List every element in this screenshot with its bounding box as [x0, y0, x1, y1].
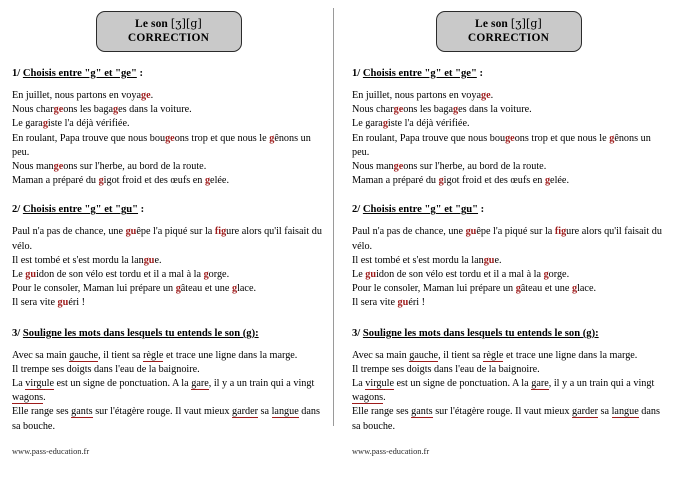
sentence-text: Elle range ses	[352, 406, 412, 418]
sentence-text: Le gara	[12, 118, 43, 130]
sentence-text: ure alors qu'il faisait du vélo.	[12, 226, 322, 252]
highlighted-grapheme: gu	[483, 254, 495, 266]
highlighted-grapheme: gu	[57, 297, 69, 309]
sentence-text: lace.	[237, 283, 257, 295]
sentence-text: Nous char	[352, 104, 394, 116]
highlighted-grapheme: g	[269, 132, 275, 144]
sentence-text: ons les baga	[63, 104, 114, 116]
sentence-text: dans sa bouche.	[12, 406, 320, 432]
title-sound-line	[441, 17, 577, 31]
section-body	[12, 89, 325, 188]
underlined-word: wagons	[352, 392, 384, 404]
title-prefix: Le son	[475, 18, 511, 30]
sentence-line	[352, 363, 665, 377]
section-heading-text: Choisis entre "g" et "ge"	[362, 68, 477, 80]
highlighted-grapheme: g	[42, 118, 48, 130]
sentence-text: iste l'a déjà vérifiée.	[387, 118, 470, 130]
sentence-text: orge.	[548, 269, 570, 281]
sentence-line	[12, 132, 325, 160]
underlined-word: virgule	[25, 378, 54, 390]
section-heading-text: Choisis entre "g" et "gu"	[22, 204, 139, 216]
column-right	[340, 0, 673, 480]
underlined-word: règle	[483, 349, 504, 361]
sentence-line	[12, 405, 325, 433]
section-heading	[12, 328, 325, 339]
section-number: 3/	[12, 327, 23, 339]
sentence-text: orge.	[208, 269, 230, 281]
sentence-line	[352, 132, 665, 160]
sentence-text: Il trempe ses doigts dans l'eau de la baignoire.	[352, 363, 540, 375]
highlighted-grapheme: g	[571, 283, 578, 295]
section-heading	[352, 68, 665, 79]
sentence-line	[352, 268, 665, 282]
sentence-text: et trace une ligne dans la marge.	[503, 349, 638, 361]
sentence-text: .	[150, 90, 154, 102]
section-body	[352, 89, 665, 188]
highlighted-grapheme: ge	[53, 104, 64, 116]
sentence-text: Paul n'a pas de chance, une	[352, 226, 466, 238]
highlighted-grapheme: ge	[505, 132, 515, 144]
sentence-line	[352, 405, 665, 433]
highlighted-grapheme: g	[203, 269, 209, 281]
section-heading-suffix: :	[136, 68, 144, 80]
sentence-text: Le	[12, 269, 26, 281]
sentence-text: Nous man	[12, 161, 54, 173]
sentence-text: Nous char	[12, 104, 54, 116]
sentence-text: Il est tombé et s'est mordu la lan	[352, 254, 484, 266]
sentence-text: En juillet, nous partons en voya	[12, 90, 142, 102]
sentence-line	[12, 117, 325, 131]
sentence-text: e.	[154, 254, 162, 266]
sentence-line	[12, 89, 325, 103]
sentence-text: Maman a préparé du	[352, 175, 439, 187]
highlighted-grapheme: g	[453, 104, 459, 116]
sentence-text: , il tient sa	[438, 349, 484, 361]
sentence-line	[12, 377, 325, 405]
sentence-line	[352, 349, 665, 363]
section-body	[352, 349, 665, 434]
underlined-word: wagons	[12, 392, 44, 404]
highlighted-grapheme: ge	[53, 161, 64, 173]
section-number: 1/	[352, 68, 363, 80]
sentence-text: ons sur l'herbe, au bord de la route.	[63, 161, 207, 173]
highlighted-grapheme: ge	[141, 90, 151, 102]
highlighted-grapheme: gu	[397, 297, 409, 309]
sentence-text: et trace une ligne dans la marge.	[163, 349, 298, 361]
sentence-text: Nous man	[352, 161, 394, 173]
sentence-text: .	[43, 392, 46, 404]
sentence-line	[12, 103, 325, 117]
sentence-text: La	[352, 378, 366, 390]
sentence-text: es dans la voiture.	[118, 104, 192, 116]
section-heading-text: Souligne les mots dans lesquels tu entends le son (g):	[362, 327, 599, 339]
underlined-word: gauche	[69, 349, 99, 361]
sentence-line	[12, 254, 325, 268]
sentence-line	[12, 349, 325, 363]
column-left	[0, 0, 333, 480]
title-correction-line: CORRECTION	[467, 32, 550, 45]
sentence-text: Elle range ses	[12, 406, 72, 418]
highlighted-grapheme: g	[98, 175, 104, 187]
sentence-text: âteau et une	[180, 283, 232, 295]
sentence-line	[352, 282, 665, 296]
column-divider	[333, 8, 334, 426]
section-heading-text: Choisis entre "g" et "gu"	[362, 204, 479, 216]
sentence-text: êpe l'a piqué sur la	[136, 226, 215, 238]
underlined-word: gants	[411, 406, 433, 418]
sentence-text: ons sur l'herbe, au bord de la route.	[403, 161, 547, 173]
sentence-text: Il est tombé et s'est mordu la lan	[12, 254, 144, 266]
highlighted-grapheme: fig	[214, 226, 227, 238]
title-prefix: Le son	[135, 18, 171, 30]
section-heading-text: Choisis entre "g" et "ge"	[22, 68, 137, 80]
sentence-line	[12, 225, 325, 253]
exercise-section	[12, 328, 325, 434]
section-heading	[12, 204, 325, 215]
exercise-section	[12, 68, 325, 188]
sentence-text: , il y a un train qui a vingt	[208, 378, 315, 390]
sentence-line	[12, 363, 325, 377]
sentence-text: ons les baga	[403, 104, 454, 116]
section-body	[352, 225, 665, 310]
sentence-line	[12, 268, 325, 282]
sentence-text: ons trop et que nous le	[174, 132, 270, 144]
sentence-text: e.	[494, 254, 502, 266]
sentence-text: Pour le consoler, Maman lui prépare un	[12, 283, 176, 295]
highlighted-grapheme: g	[438, 175, 444, 187]
sentence-text: Avec sa main	[12, 349, 70, 361]
sentence-text: , il y a un train qui a vingt	[548, 378, 655, 390]
exercise-section	[12, 204, 325, 310]
sentence-text: Il sera vite	[12, 297, 58, 309]
sentence-line	[12, 296, 325, 310]
sentence-line	[352, 103, 665, 117]
sentence-text: igot froid et des œufs en	[443, 175, 545, 187]
sentence-line	[352, 89, 665, 103]
sentence-text: elée.	[550, 175, 569, 187]
highlighted-grapheme: g	[515, 283, 521, 295]
sentence-text: est un signe de ponctuation. A la	[53, 378, 192, 390]
sentence-text: igot froid et des œufs en	[103, 175, 205, 187]
sentence-text: ênons un peu.	[352, 132, 651, 158]
highlighted-grapheme: ge	[481, 90, 491, 102]
exercise-section	[352, 68, 665, 188]
highlighted-grapheme: g	[113, 104, 119, 116]
exercise-section	[352, 204, 665, 310]
highlighted-grapheme: fig	[554, 226, 567, 238]
sentence-line	[352, 296, 665, 310]
sentence-text: .	[490, 90, 494, 102]
sentence-line	[352, 225, 665, 253]
sentence-text: Il trempe ses doigts dans l'eau de la baignoire.	[12, 363, 200, 375]
section-body	[12, 349, 325, 434]
highlighted-grapheme: gu	[25, 269, 37, 281]
title-correction-line: CORRECTION	[127, 32, 210, 45]
highlighted-grapheme: ge	[165, 132, 175, 144]
section-heading	[12, 68, 325, 79]
sentence-text: La	[12, 378, 26, 390]
section-number: 3/	[352, 327, 363, 339]
highlighted-grapheme: g	[544, 175, 551, 187]
sections-right	[352, 68, 665, 434]
highlighted-grapheme: gu	[465, 226, 477, 238]
section-heading-text: Souligne les mots dans lesquels tu entends le son (g):	[22, 327, 259, 339]
sentence-text: Maman a préparé du	[12, 175, 99, 187]
sentence-text: ênons un peu.	[12, 132, 311, 158]
section-heading-suffix: :	[476, 68, 484, 80]
section-heading-suffix: :	[478, 204, 485, 216]
sentence-text: Paul n'a pas de chance, une	[12, 226, 126, 238]
sentence-text: idon de son vélo est tordu et il a mal à la	[36, 269, 204, 281]
section-number: 2/	[12, 204, 23, 216]
sentence-text: Pour le consoler, Maman lui prépare un	[352, 283, 516, 295]
highlighted-grapheme: g	[382, 118, 388, 130]
title-phonemes: [ʒ][g]	[170, 17, 202, 30]
highlighted-grapheme: ge	[393, 161, 404, 173]
title-box	[96, 11, 242, 52]
sentence-text: est un signe de ponctuation. A la	[393, 378, 532, 390]
sentence-text: En juillet, nous partons en voya	[352, 90, 482, 102]
highlighted-grapheme: gu	[365, 269, 377, 281]
sentence-text: sa	[598, 406, 612, 418]
underlined-word: gare	[191, 378, 209, 390]
sentence-line	[352, 174, 665, 188]
sentence-text: éri !	[68, 297, 85, 309]
sentence-line	[12, 282, 325, 296]
sentence-line	[352, 117, 665, 131]
sentence-text: Il sera vite	[352, 297, 398, 309]
sentence-text: ure alors qu'il faisait du vélo.	[352, 226, 662, 252]
underlined-word: langue	[611, 406, 639, 418]
highlighted-grapheme: gu	[143, 254, 155, 266]
sentence-line	[352, 377, 665, 405]
footer-left: www.pass-education.fr	[12, 447, 90, 456]
underlined-word: garder	[571, 406, 598, 418]
section-heading	[352, 328, 665, 339]
section-number: 2/	[352, 204, 363, 216]
sentence-text: iste l'a déjà vérifiée.	[47, 118, 130, 130]
exercise-section	[352, 328, 665, 434]
underlined-word: langue	[271, 406, 299, 418]
section-number: 1/	[12, 68, 23, 80]
section-heading	[352, 204, 665, 215]
highlighted-grapheme: g	[231, 283, 238, 295]
sentence-text: Avec sa main	[352, 349, 410, 361]
section-heading-suffix: :	[138, 204, 145, 216]
title-wrap-left	[12, 0, 325, 52]
sentence-text: ons trop et que nous le	[514, 132, 610, 144]
underlined-word: gare	[531, 378, 549, 390]
highlighted-grapheme: g	[609, 132, 615, 144]
sentence-text: Le	[352, 269, 366, 281]
sentence-text: sur l'étagère rouge. Il vaut mieux	[92, 406, 232, 418]
highlighted-grapheme: g	[543, 269, 549, 281]
sentence-text: êpe l'a piqué sur la	[476, 226, 555, 238]
highlighted-grapheme: g	[175, 283, 181, 295]
title-phonemes: [ʒ][g]	[510, 17, 542, 30]
sections-left	[12, 68, 325, 434]
title-wrap-right	[352, 0, 665, 52]
sentence-line	[352, 160, 665, 174]
sentence-text: sa	[258, 406, 272, 418]
sentence-line	[12, 174, 325, 188]
sentence-text: lace.	[577, 283, 597, 295]
sentence-text: dans sa bouche.	[352, 406, 660, 432]
sentence-text: âteau et une	[520, 283, 572, 295]
underlined-word: règle	[143, 349, 164, 361]
sentence-text: idon de son vélo est tordu et il a mal à la	[376, 269, 544, 281]
highlighted-grapheme: gu	[125, 226, 137, 238]
sentence-text: elée.	[210, 175, 229, 187]
underlined-word: garder	[231, 406, 258, 418]
sentence-text: .	[383, 392, 386, 404]
section-body	[12, 225, 325, 310]
sentence-text: es dans la voiture.	[458, 104, 532, 116]
sentence-text: sur l'étagère rouge. Il vaut mieux	[432, 406, 572, 418]
title-box	[436, 11, 582, 52]
sentence-line	[12, 160, 325, 174]
sentence-text: éri !	[408, 297, 425, 309]
sentence-text: , il tient sa	[98, 349, 144, 361]
underlined-word: gants	[71, 406, 93, 418]
underlined-word: virgule	[365, 378, 394, 390]
underlined-word: gauche	[409, 349, 439, 361]
sentence-text: En roulant, Papa trouve que nous bou	[352, 132, 506, 144]
sentence-text: Le gara	[352, 118, 383, 130]
title-sound-line	[101, 17, 237, 31]
footer-right: www.pass-education.fr	[352, 447, 430, 456]
sentence-text: En roulant, Papa trouve que nous bou	[12, 132, 166, 144]
highlighted-grapheme: g	[204, 175, 211, 187]
highlighted-grapheme: ge	[393, 104, 404, 116]
sentence-line	[352, 254, 665, 268]
